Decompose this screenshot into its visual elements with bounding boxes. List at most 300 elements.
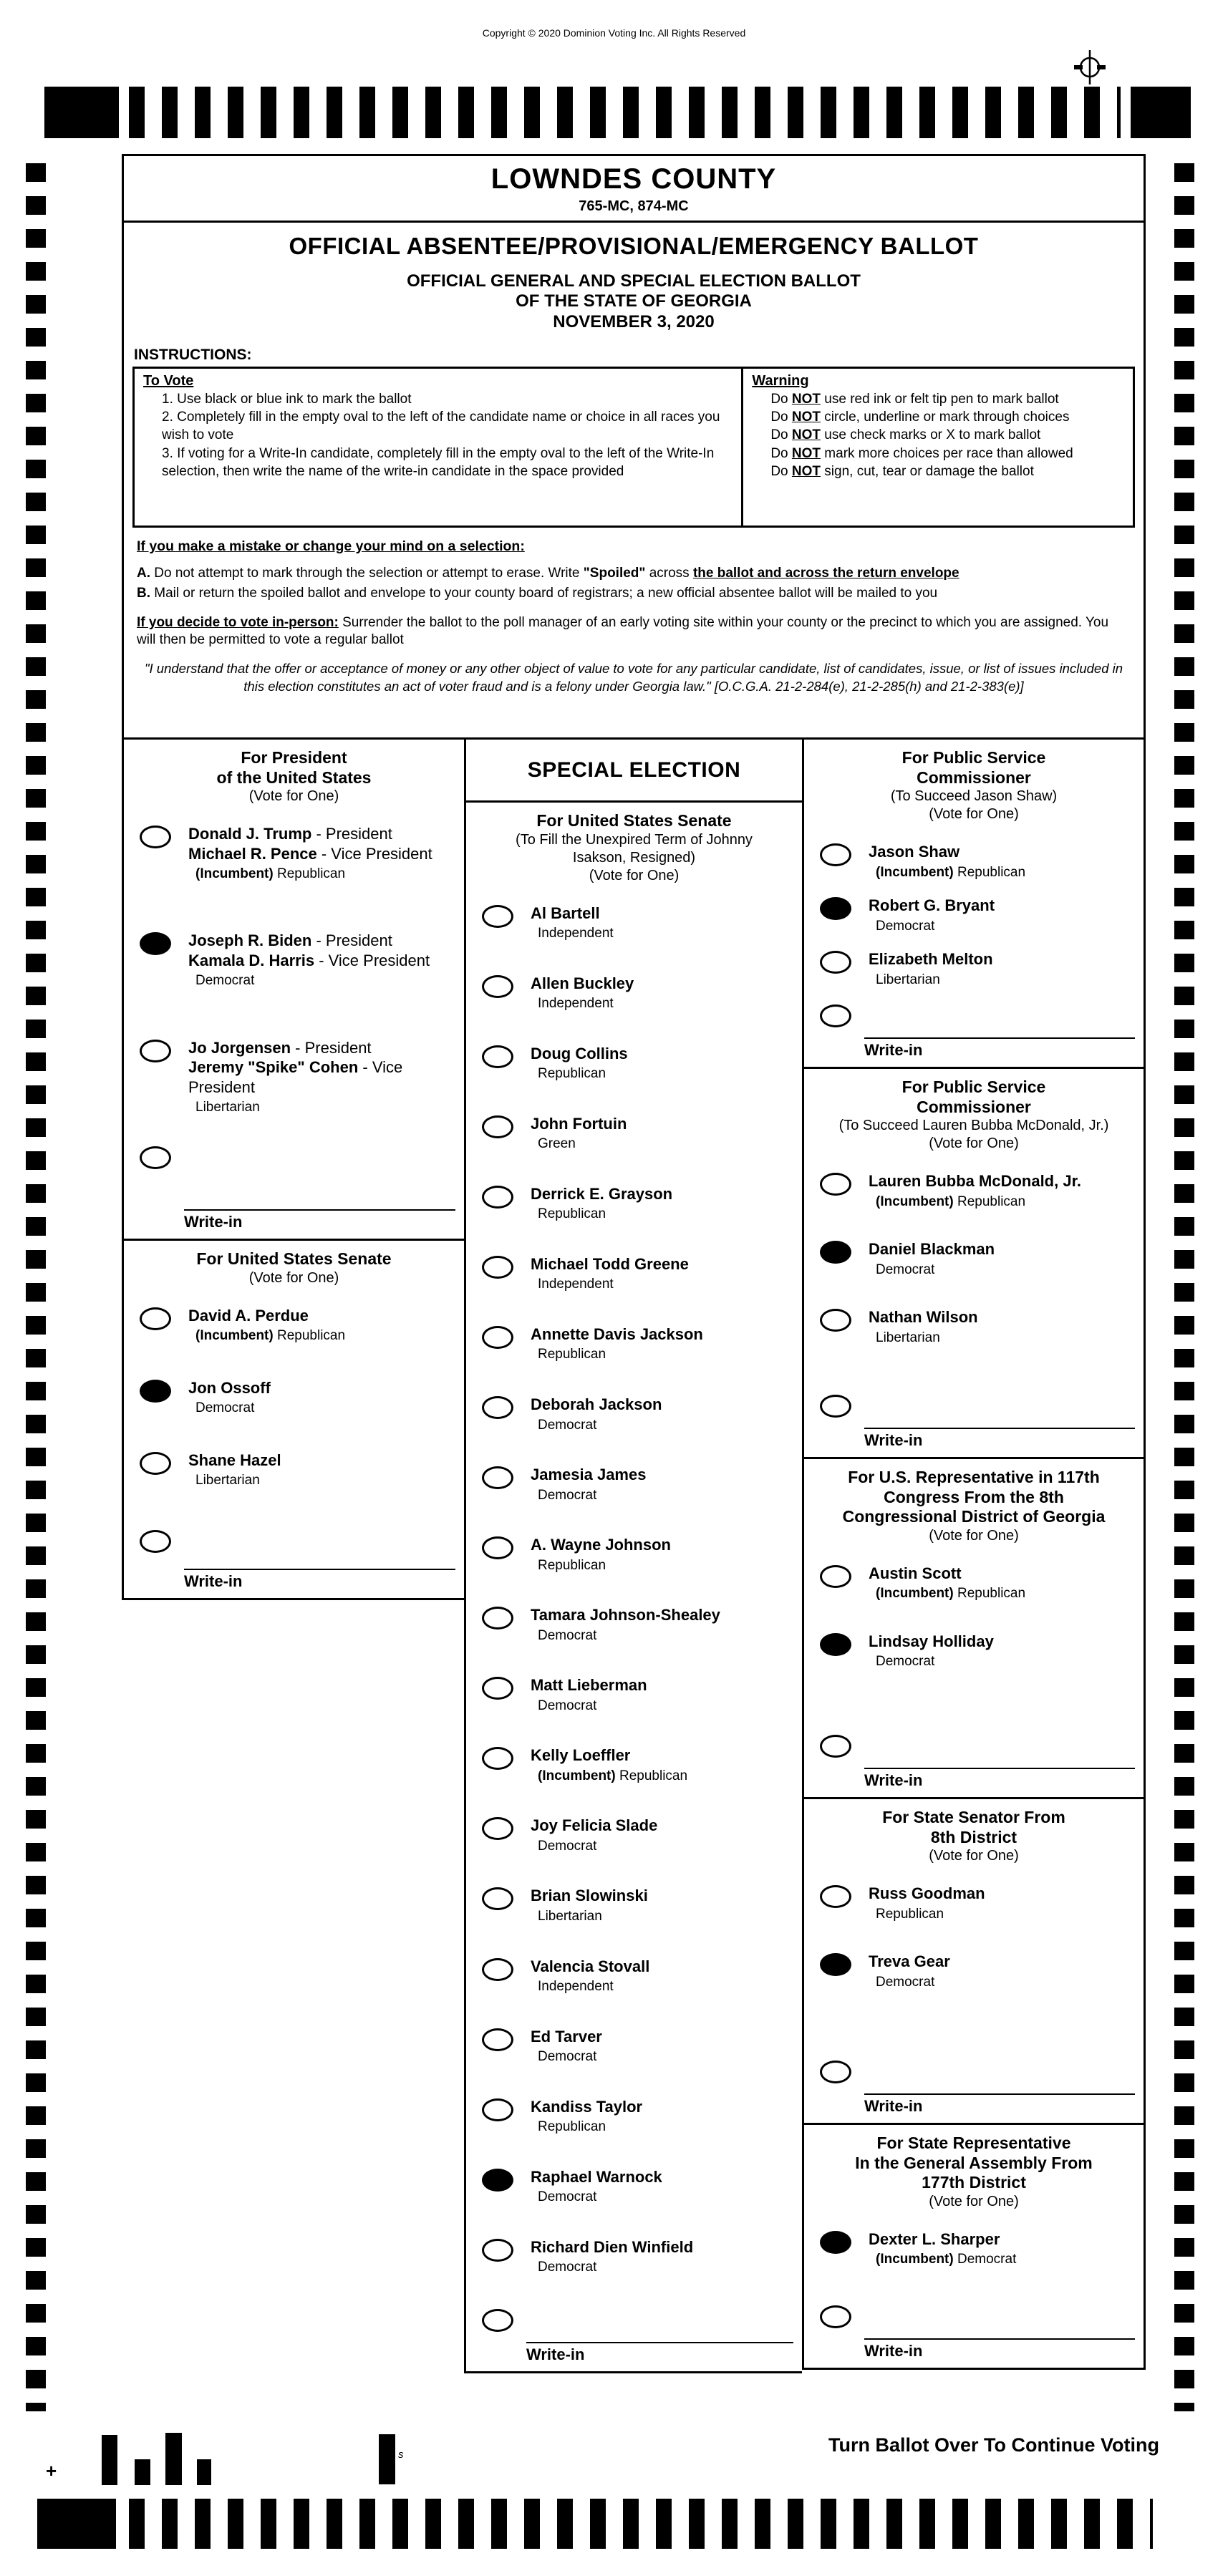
candidate-name xyxy=(188,1451,281,1471)
contest-title: For U.S. Representative in 117th xyxy=(848,1468,1100,1486)
candidate-party xyxy=(195,1400,271,1417)
ballot-oval-filled[interactable] xyxy=(820,2231,851,2254)
party-name: Democrat xyxy=(876,1974,935,1990)
candidate-party xyxy=(538,995,634,1012)
party-name: Libertarian xyxy=(195,1473,260,1488)
ballot-oval[interactable] xyxy=(482,1817,513,1840)
candidate-name-bold: John Fortuin xyxy=(531,1114,627,1133)
candidate-name-bold: Lindsay Holliday xyxy=(869,1632,994,1650)
registration-crosshair-icon xyxy=(1073,50,1107,84)
candidate-name-bold: Ed Tarver xyxy=(531,2027,602,2045)
candidate-row xyxy=(466,1044,802,1114)
candidate-name xyxy=(531,1114,627,1134)
instructions-boxes xyxy=(132,367,1135,528)
ballot-column-middle xyxy=(464,737,802,2373)
ballot-column-left xyxy=(122,737,464,1600)
party-name: Republican xyxy=(538,1206,606,1222)
candidate-party xyxy=(538,1627,720,1645)
candidate-name xyxy=(869,949,993,969)
ballot-oval[interactable] xyxy=(482,905,513,928)
candidate-office-suffix: - President xyxy=(291,1038,372,1057)
subtitle-line: NOVEMBER 3, 2020 xyxy=(553,311,715,331)
candidate-row xyxy=(466,2237,802,2308)
ballot-oval-filled[interactable] xyxy=(140,932,171,955)
candidate-name xyxy=(531,1957,649,1977)
candidate-party xyxy=(876,1974,950,1991)
incumbent-label: (Incumbent) xyxy=(195,866,274,882)
candidate-row xyxy=(466,974,802,1044)
candidate-text xyxy=(531,1745,687,1784)
ballot-subtitle xyxy=(124,271,1144,332)
write-in-block xyxy=(466,2308,802,2371)
candidate-party xyxy=(538,1838,657,1855)
warning-box xyxy=(743,369,1133,526)
party-name: Republican xyxy=(538,2119,606,2135)
candidate-party xyxy=(538,2259,693,2276)
write-in-block xyxy=(804,2304,1144,2368)
to-vote-heading: To Vote xyxy=(143,372,194,389)
candidate-name-bold: Kelly Loeffler xyxy=(531,1746,631,1765)
precinct-codes: 765-MC, 874-MC xyxy=(579,198,689,214)
candidate-text xyxy=(869,842,1025,881)
party-name: Democrat xyxy=(195,973,255,989)
candidate-row xyxy=(804,1884,1144,1952)
candidate-text xyxy=(531,1886,648,1924)
candidate-name xyxy=(188,951,430,971)
candidate-text xyxy=(531,1816,657,1854)
candidate-name-bold: Treva Gear xyxy=(869,1952,950,1971)
candidate-party xyxy=(538,1065,628,1083)
party-name: Independent xyxy=(538,1277,614,1292)
write-in-block xyxy=(804,1393,1144,1457)
candidate-party xyxy=(876,918,995,935)
ballot-oval[interactable] xyxy=(482,1045,513,1068)
candidate-text xyxy=(531,2097,642,2136)
contest-title: For United States Senate xyxy=(196,1249,392,1268)
party-name: Libertarian xyxy=(876,1330,940,1345)
party-name: Libertarian xyxy=(538,1908,602,1924)
candidate-name-bold: Doug Collins xyxy=(531,1044,628,1062)
candidate-name xyxy=(188,844,432,864)
contest-title: In the General Assembly From xyxy=(855,2153,1093,2172)
contest-title: Congress From the 8th xyxy=(884,1487,1064,1506)
write-in-label: Write-in xyxy=(864,1771,923,1789)
copyright-notice: Copyright © 2020 Dominion Voting Inc. All Rights Reserved xyxy=(482,27,746,39)
contest-title: For Public Service xyxy=(901,748,1046,767)
candidate-name-bold: Donald J. Trump xyxy=(188,825,312,843)
ballot-oval[interactable] xyxy=(140,825,171,848)
candidate-party xyxy=(195,1327,345,1345)
vote-in-person-note: If you decide to vote in-person: Surrender the ballot to the poll manager of an early voting site within your county or the precinct to which you are assigned. You will then be permitted to vote a regular ballot xyxy=(137,614,1109,648)
party-name: Republican xyxy=(619,1768,688,1783)
contest-title: For Public Service xyxy=(901,1078,1046,1096)
candidate-text xyxy=(531,974,634,1012)
ballot-oval[interactable] xyxy=(482,1747,513,1770)
candidate-row xyxy=(124,931,464,1037)
county-name: LOWNDES COUNTY xyxy=(490,163,777,195)
candidate-name-bold: Nathan Wilson xyxy=(869,1308,978,1327)
candidate-text xyxy=(531,904,614,942)
ballot-oval[interactable] xyxy=(482,1958,513,1981)
candidate-name xyxy=(188,1306,345,1326)
to-vote-item: 2. Completely fill in the empty oval to the left of the candidate name or choice in all races you wish to vote xyxy=(162,410,720,443)
candidate-name-bold: Joseph R. Biden xyxy=(188,931,312,950)
ballot-oval-filled[interactable] xyxy=(820,1241,851,1264)
party-name: Democrat xyxy=(538,1487,597,1503)
mistake-item-a: A. Do not attempt to mark through the selection or attempt to erase. Write "Spoiled" across the ballot and across the return envelope xyxy=(137,566,959,581)
candidate-name xyxy=(531,1395,662,1415)
contest-psc-mcdonald xyxy=(804,1067,1144,1457)
vote-for-instruction: (Vote for One) xyxy=(929,1848,1019,1864)
candidate-text xyxy=(531,1395,662,1433)
candidate-name-bold: Shane Hazel xyxy=(188,1451,281,1469)
write-in-oval[interactable] xyxy=(482,2309,513,2332)
candidate-row xyxy=(124,1306,464,1378)
party-name: Democrat xyxy=(957,2252,1017,2267)
ballot-header-section xyxy=(122,154,1146,737)
candidate-name xyxy=(531,974,634,994)
write-in-label: Write-in xyxy=(184,1213,243,1231)
candidate-name xyxy=(531,1325,703,1345)
candidate-name xyxy=(869,896,995,916)
contest-header xyxy=(124,1241,464,1287)
ballot-oval[interactable] xyxy=(482,1536,513,1559)
candidate-name-bold: A. Wayne Johnson xyxy=(531,1536,671,1554)
ballot-oval[interactable] xyxy=(482,975,513,998)
ballot-oval-filled[interactable] xyxy=(820,897,851,920)
contest-header xyxy=(466,803,802,885)
candidate-name-bold: Richard Dien Winfield xyxy=(531,2237,694,2256)
candidate-office-suffix: - President xyxy=(311,931,392,950)
ballot-oval[interactable] xyxy=(820,1173,851,1196)
contest-header xyxy=(804,1799,1144,1865)
write-in-label: Write-in xyxy=(526,2345,585,2363)
candidate-row xyxy=(804,949,1144,1003)
contest-title: 177th District xyxy=(922,2173,1026,2192)
subtitle-line: OF THE STATE OF GEORGIA xyxy=(516,291,752,311)
ballot-code-glyph: s xyxy=(398,2449,404,2461)
ballot xyxy=(122,154,1146,2373)
candidate-row xyxy=(804,1171,1144,1239)
candidate-text xyxy=(531,1325,703,1363)
candidate-text xyxy=(531,2027,602,2066)
ballot-oval-filled[interactable] xyxy=(482,2169,513,2192)
candidate-text xyxy=(869,1307,978,1346)
ballot-oval[interactable] xyxy=(820,951,851,974)
vote-for-instruction: (Vote for One) xyxy=(589,867,680,883)
ballot-column-right xyxy=(802,737,1146,2370)
ballot-oval[interactable] xyxy=(482,1677,513,1700)
party-name: Democrat xyxy=(538,1838,597,1854)
ballot-oval[interactable] xyxy=(482,2028,513,2051)
party-name: Libertarian xyxy=(195,1100,260,1115)
candidate-party xyxy=(538,1908,648,1925)
contest-state-senator xyxy=(804,1797,1144,2123)
candidate-name xyxy=(531,904,614,924)
candidate-row xyxy=(466,1675,802,1745)
contest-header xyxy=(804,740,1144,823)
candidate-row xyxy=(466,2097,802,2167)
write-in-label: Write-in xyxy=(864,2097,923,2115)
candidate-row xyxy=(466,1184,802,1254)
party-name: Republican xyxy=(538,1347,606,1362)
candidate-party xyxy=(876,1585,1025,1602)
candidate-row xyxy=(466,1254,802,1325)
ballot-oval[interactable] xyxy=(820,843,851,866)
ballot-oval[interactable] xyxy=(482,1256,513,1279)
candidate-row xyxy=(124,1038,464,1145)
warning-item: Do NOT mark more choices per race than allowed xyxy=(770,445,1073,461)
candidate-name xyxy=(188,1038,464,1058)
candidate-name xyxy=(869,1564,1025,1584)
candidate-name-bold: Valencia Stovall xyxy=(531,1957,650,1975)
ballot-oval[interactable] xyxy=(482,1887,513,1910)
timing-marks-bottom xyxy=(37,2499,1153,2549)
candidate-name xyxy=(869,1884,985,1904)
write-in-oval[interactable] xyxy=(820,2061,851,2083)
candidate-row xyxy=(466,1325,802,1395)
candidate-name xyxy=(869,1307,978,1327)
vote-for-instruction: (Vote for One) xyxy=(929,1136,1019,1152)
contest-president xyxy=(124,740,464,1239)
contest-header xyxy=(804,1069,1144,1153)
candidate-party xyxy=(538,1417,662,1434)
candidate-name-bold: Joy Felicia Slade xyxy=(531,1816,658,1835)
county-header xyxy=(124,156,1144,223)
candidate-name-bold: Robert G. Bryant xyxy=(869,896,995,915)
candidate-row xyxy=(804,1952,1144,2020)
candidate-row xyxy=(466,1957,802,2027)
party-name: Democrat xyxy=(538,2049,597,2065)
candidate-name xyxy=(869,1239,995,1259)
ballot-oval-filled[interactable] xyxy=(820,1633,851,1656)
contest-title: 8th District xyxy=(930,1827,1017,1846)
candidate-party xyxy=(538,1768,687,1785)
to-vote-item: 3. If voting for a Write-In candidate, completely fill in the empty oval to the left of the Write-In selection, then write the name of the write-in candidate in the space provided xyxy=(162,445,715,479)
candidate-name xyxy=(869,1171,1081,1191)
party-name: Republican xyxy=(957,1586,1026,1602)
party-name: Republican xyxy=(957,864,1026,880)
party-name: Democrat xyxy=(538,1627,597,1643)
ballot-oval[interactable] xyxy=(140,1307,171,1330)
candidate-name-bold: Kamala D. Harris xyxy=(188,951,315,969)
contest-title: For President xyxy=(241,748,347,767)
candidate-row xyxy=(804,1307,1144,1375)
candidate-text xyxy=(188,824,432,883)
special-election-label: SPECIAL ELECTION xyxy=(527,757,741,782)
party-name: Democrat xyxy=(876,918,935,934)
incumbent-label: (Incumbent) xyxy=(538,1768,616,1783)
candidate-row xyxy=(124,824,464,931)
candidate-name xyxy=(188,824,432,844)
candidate-text xyxy=(188,931,430,989)
candidate-party xyxy=(538,1487,646,1504)
candidate-office-suffix: - Vice President xyxy=(188,1058,403,1096)
party-name: Democrat xyxy=(538,2189,597,2205)
candidate-text xyxy=(531,1957,649,1995)
ballot-oval[interactable] xyxy=(482,1466,513,1489)
party-name: Democrat xyxy=(538,1417,597,1433)
candidate-name-bold: Kandiss Taylor xyxy=(531,2097,643,2116)
candidate-name xyxy=(531,1535,671,1555)
ballot-oval[interactable] xyxy=(820,1885,851,1908)
write-in-oval[interactable] xyxy=(820,2305,851,2328)
ballot-oval[interactable] xyxy=(140,1040,171,1062)
ballot-oval-filled[interactable] xyxy=(140,1380,171,1403)
candidate-row xyxy=(466,2167,802,2237)
candidate-row xyxy=(804,1564,1144,1632)
contest-title: For United States Senate xyxy=(536,811,732,830)
contest-psc-shaw xyxy=(804,740,1144,1067)
candidate-text xyxy=(188,1306,345,1345)
candidate-name-bold: Dexter L. Sharper xyxy=(869,2229,1000,2248)
candidate-row xyxy=(804,1632,1144,1700)
ballot-oval[interactable] xyxy=(482,1186,513,1209)
candidate-row xyxy=(804,896,1144,949)
candidate-row xyxy=(466,1605,802,1675)
party-name: Democrat xyxy=(195,1400,255,1416)
vote-for-instruction: (Vote for One) xyxy=(248,1269,339,1286)
candidate-name-bold: Jason Shaw xyxy=(869,843,960,861)
party-name: Republican xyxy=(277,1328,346,1344)
candidate-party xyxy=(876,1262,995,1279)
subtitle-line: OFFICIAL GENERAL AND SPECIAL ELECTION BALLOT xyxy=(407,271,861,291)
party-name: Republican xyxy=(538,1557,606,1573)
contest-title: Commissioner xyxy=(917,768,1031,787)
candidate-party xyxy=(538,1346,703,1363)
candidate-name-bold: Russ Goodman xyxy=(869,1884,985,1903)
candidate-text xyxy=(531,1465,646,1504)
write-in-oval[interactable] xyxy=(820,1735,851,1758)
candidate-name xyxy=(869,1952,950,1972)
candidate-text xyxy=(531,1254,689,1293)
incumbent-label: (Incumbent) xyxy=(876,864,954,880)
candidate-name-bold: Daniel Blackman xyxy=(869,1240,995,1259)
party-name: Democrat xyxy=(876,1654,935,1670)
candidate-text xyxy=(188,1451,281,1489)
candidate-text xyxy=(531,1605,720,1644)
candidate-office-suffix: - Vice President xyxy=(316,844,432,863)
candidate-row xyxy=(804,1239,1144,1307)
candidate-party xyxy=(195,972,430,989)
ballot-oval[interactable] xyxy=(820,1565,851,1588)
candidate-row xyxy=(804,2229,1144,2297)
write-in-oval[interactable] xyxy=(140,1530,171,1553)
contest-subtitle: (To Fill the Unexpired Term of Johnny xyxy=(516,831,753,848)
party-name: Republican xyxy=(538,1066,606,1082)
candidate-text xyxy=(869,1952,950,1990)
mistake-item-b: B. Mail or return the spoiled ballot and envelope to your county board of registrars; a new official absentee ballot will be mailed to you xyxy=(137,585,938,601)
ballot-oval-filled[interactable] xyxy=(820,1953,851,1976)
vote-for-instruction: (Vote for One) xyxy=(929,1527,1019,1544)
candidate-party xyxy=(195,1472,281,1489)
warning-item: Do NOT use red ink or felt tip pen to mark ballot xyxy=(770,392,1059,407)
party-name: Green xyxy=(538,1136,576,1152)
candidate-party xyxy=(538,925,614,942)
candidate-row xyxy=(466,1816,802,1886)
candidate-name xyxy=(531,1745,687,1766)
write-in-oval[interactable] xyxy=(820,1004,851,1027)
party-name: Republican xyxy=(876,1906,944,1922)
ballot-oval[interactable] xyxy=(482,1115,513,1138)
candidate-name-bold: Derrick E. Grayson xyxy=(531,1184,673,1203)
write-in-oval[interactable] xyxy=(820,1395,851,1418)
candidate-name-bold: Deborah Jackson xyxy=(531,1395,662,1414)
ballot-oval[interactable] xyxy=(140,1452,171,1475)
candidate-name-bold: Annette Davis Jackson xyxy=(531,1325,703,1343)
ballot-oval[interactable] xyxy=(482,1607,513,1630)
warning-item: Do NOT sign, cut, tear or damage the ballot xyxy=(770,463,1034,479)
candidate-text xyxy=(531,1535,671,1574)
candidate-party xyxy=(538,2048,602,2066)
candidate-name-bold: Allen Buckley xyxy=(531,974,634,992)
candidate-text xyxy=(869,1564,1025,1602)
contest-special-us-senate xyxy=(466,803,802,2371)
candidate-name xyxy=(531,2237,693,2257)
write-in-block xyxy=(804,2059,1144,2123)
to-vote-box xyxy=(135,369,743,526)
party-name: Independent xyxy=(538,926,614,941)
candidate-row xyxy=(466,2027,802,2097)
party-name: Independent xyxy=(538,1979,614,1995)
ballot-oval[interactable] xyxy=(482,1326,513,1349)
candidate-name xyxy=(869,2229,1016,2250)
candidate-party xyxy=(876,2251,1016,2268)
candidate-row xyxy=(466,1465,802,1535)
candidate-party xyxy=(876,1906,985,1923)
candidate-row xyxy=(124,1378,464,1451)
candidate-name xyxy=(531,1605,720,1625)
write-in-block xyxy=(124,1145,464,1239)
party-name: Democrat xyxy=(538,1698,597,1713)
contest-area xyxy=(122,737,1146,2373)
party-name: Libertarian xyxy=(876,972,940,987)
mistake-section xyxy=(137,538,1131,649)
candidate-row xyxy=(466,1886,802,1956)
candidate-row xyxy=(804,842,1144,896)
incumbent-label: (Incumbent) xyxy=(876,2252,954,2267)
contest-title: Commissioner xyxy=(917,1097,1031,1116)
candidate-name xyxy=(531,1184,672,1204)
candidate-row xyxy=(466,904,802,974)
candidate-row xyxy=(466,1745,802,1816)
incumbent-label: (Incumbent) xyxy=(876,1586,954,1602)
warning-heading: Warning xyxy=(752,372,809,389)
warning-item: Do NOT use check marks or X to mark ballot xyxy=(770,427,1041,443)
ballot-title: OFFICIAL ABSENTEE/PROVISIONAL/EMERGENCY BALLOT xyxy=(289,233,979,259)
vote-for-instruction: (Vote for One) xyxy=(929,2193,1019,2209)
candidate-name-bold: Jo Jorgensen xyxy=(188,1038,291,1057)
candidate-name-bold: Jamesia James xyxy=(531,1466,647,1484)
special-election-banner xyxy=(466,740,802,803)
candidate-name xyxy=(869,842,1025,862)
candidate-party xyxy=(195,1099,464,1116)
write-in-oval[interactable] xyxy=(140,1146,171,1169)
candidate-name xyxy=(531,2027,602,2047)
ballot-oval[interactable] xyxy=(482,2239,513,2262)
ballot-oval[interactable] xyxy=(482,1396,513,1419)
candidate-name xyxy=(531,2167,662,2187)
candidate-name-bold: Jon Ossoff xyxy=(188,1378,271,1397)
candidate-name xyxy=(531,2097,642,2117)
ballot-oval[interactable] xyxy=(820,1309,851,1332)
contest-state-representative xyxy=(804,2123,1144,2368)
incumbent-label: (Incumbent) xyxy=(195,1328,274,1344)
candidate-party xyxy=(538,2119,642,2136)
candidate-name-bold: Austin Scott xyxy=(869,1564,962,1582)
contest-title: For State Senator From xyxy=(882,1808,1065,1826)
ballot-oval[interactable] xyxy=(482,2098,513,2121)
